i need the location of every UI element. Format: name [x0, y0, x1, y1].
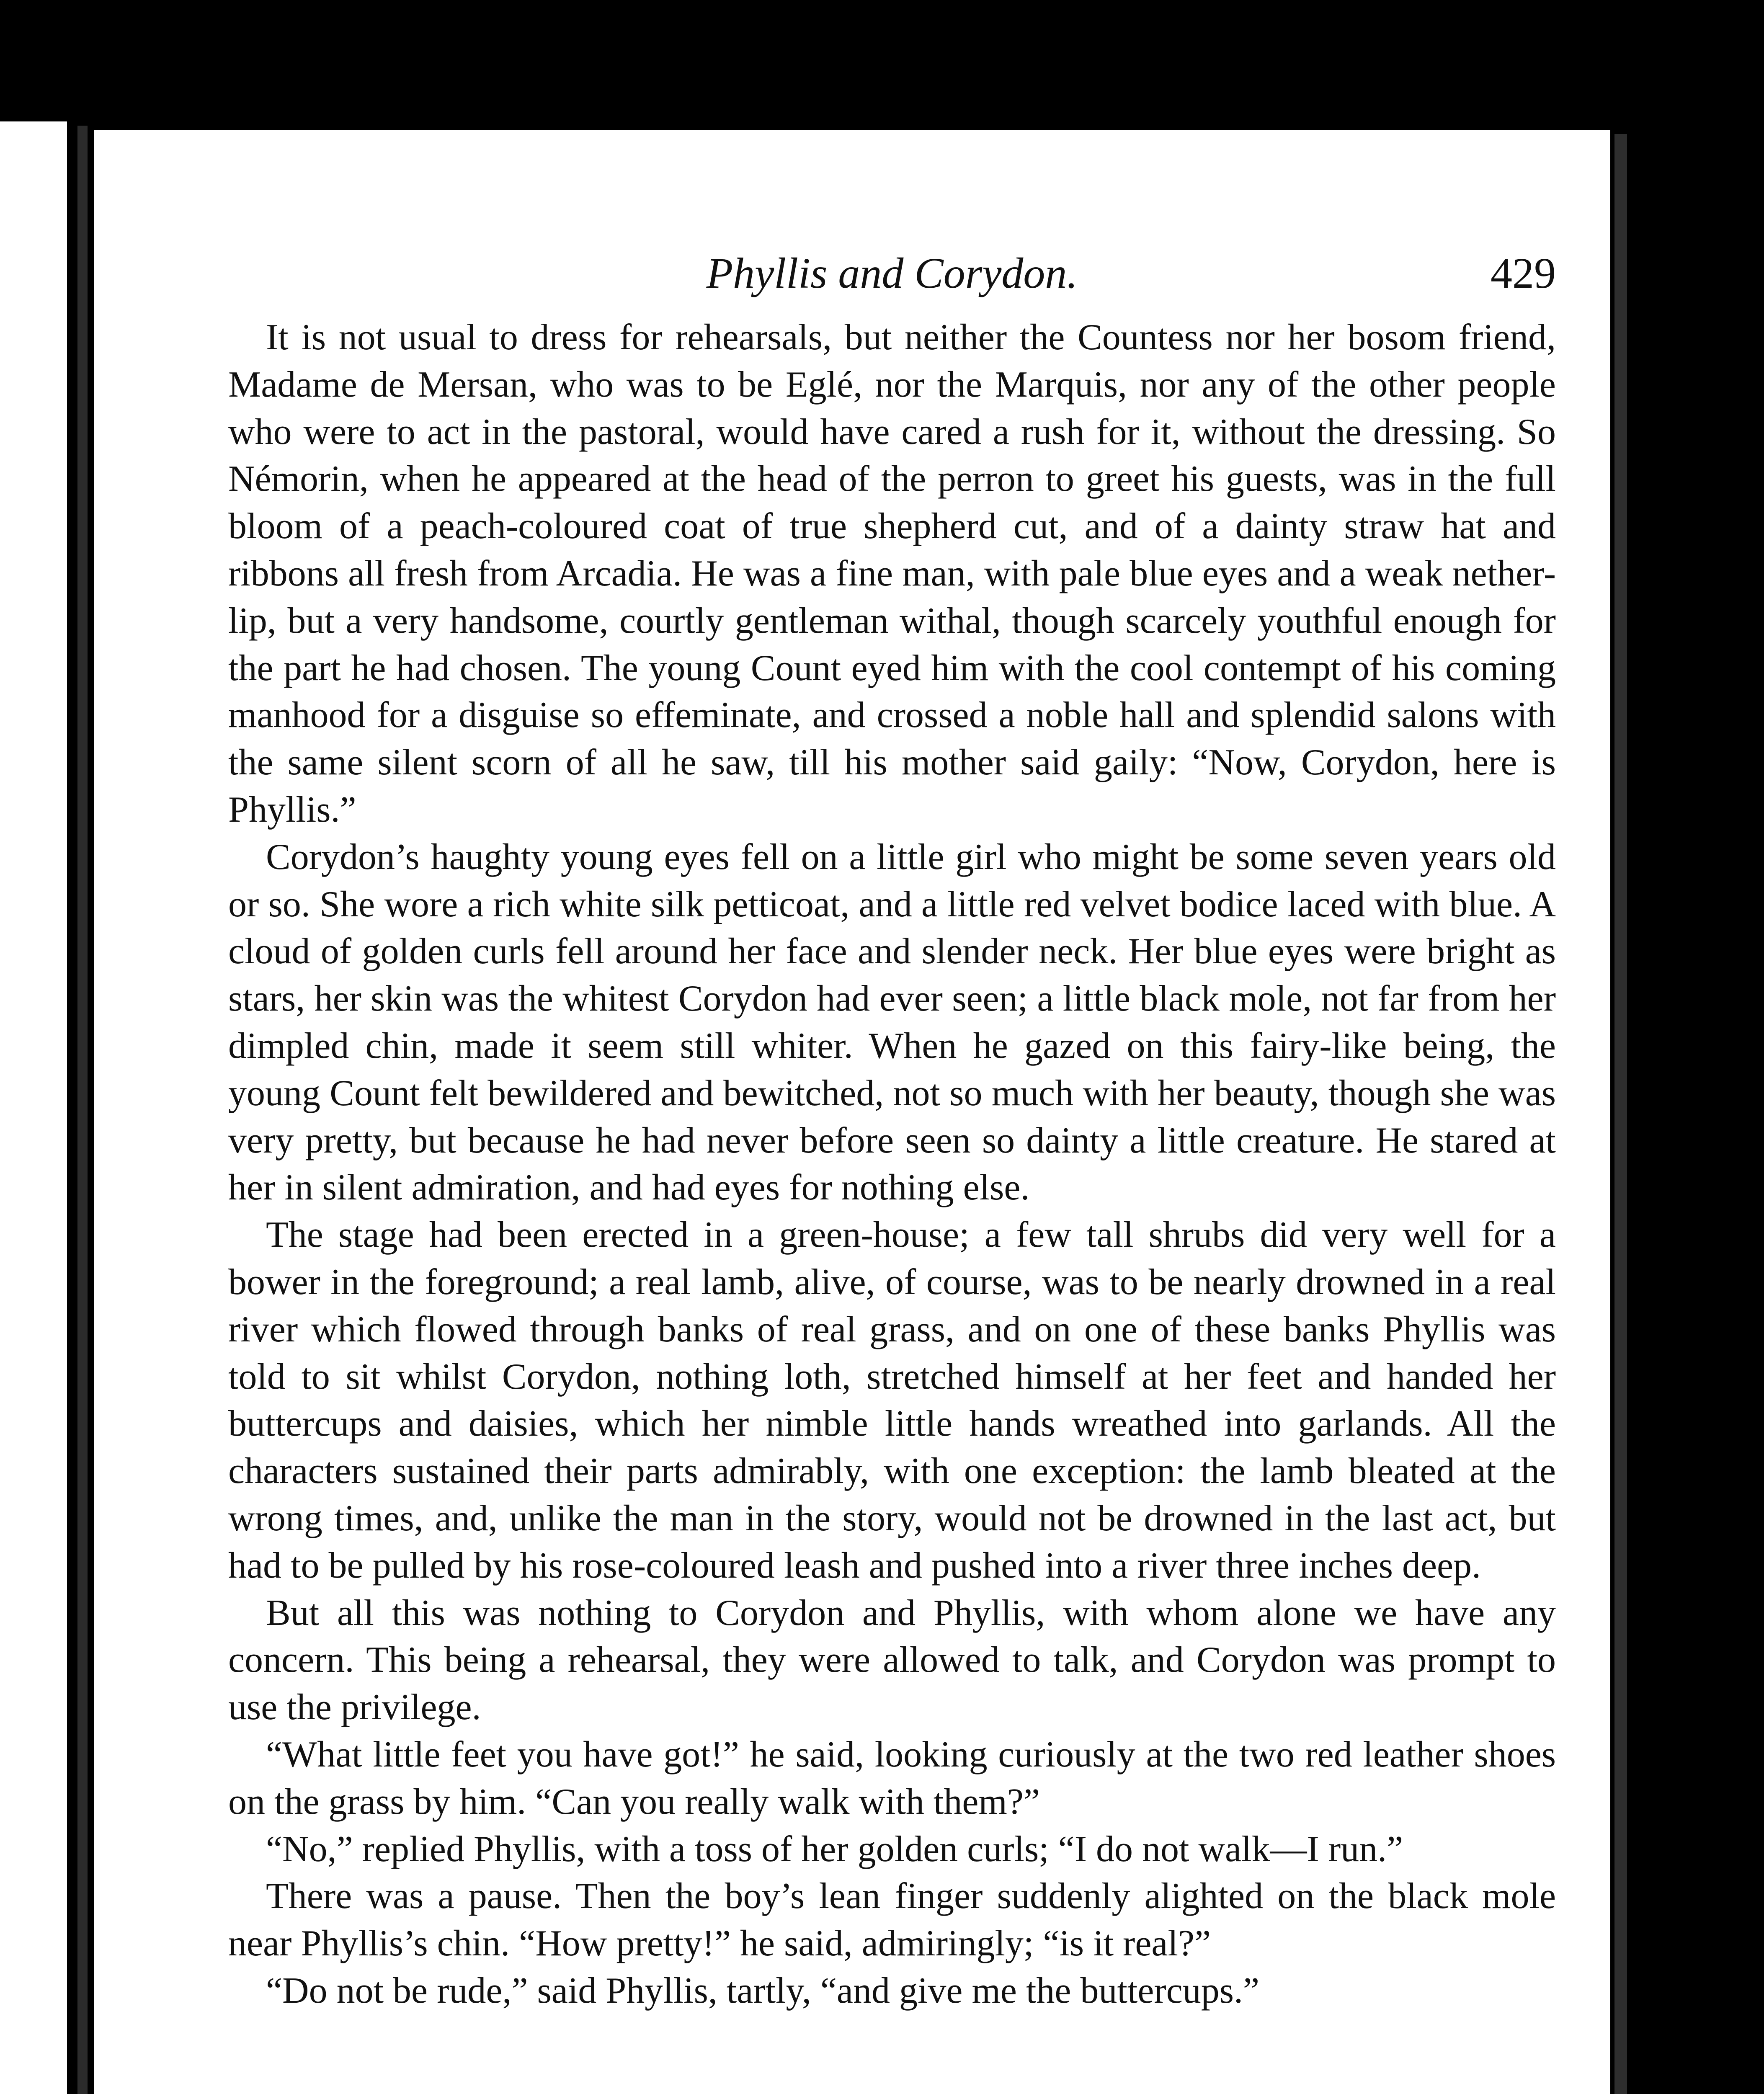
book-page [94, 130, 1610, 2094]
paragraph: The stage had been erected in a green-house; a few tall shrubs did very well for a bower in the foreground; a real lamb, alive, of course, was to be nearly drowned in a real river which flowed through banks of real grass, and on one of these banks Phyllis was told to sit whilst Corydon, nothing loth, stretched himself at her feet and handed her buttercups and daisies, which her nimble little hands wreathed into garlands. All the characters sustained their parts admirably, with one exception: the lamb bleated at the wrong times, and, unlike the man in the story, would not be drowned in the last act, but had to be pulled by his rose-coloured leash and pushed into a river three inches deep. [228, 1215, 1556, 1586]
body-text [228, 314, 1556, 2015]
paragraph: “No,” replied Phyllis, with a toss of her golden curls; “I do not walk—I run.” [266, 1828, 1403, 1870]
page-number: 429 [1491, 249, 1556, 297]
paragraph: “What little feet you have got!” he said, looking curiously at the two red leather shoes on the grass by him. “Can you really walk with them?” [228, 1734, 1556, 1822]
page-header [228, 242, 1556, 305]
paragraph: It is not usual to dress for rehearsals, but neither the Countess nor her bosom friend, Madame de Mersan, who was to be Eglé, nor the Marquis, nor any of the other people who were to act in the pastoral, would have cared a rush for it, without the dressing. So Némorin, when he appeared at the head of the perron to greet his guests, was in the full bloom of a peach-coloured coat of true shepherd cut, and of a dainty straw hat and ribbons all fresh from Arcadia. He was a fine man, with pale blue eyes and a weak nether-lip, but a very handsome, courtly gentleman withal, though scarcely youthful enough for the part he had chosen. The young Count eyed him with the cool contempt of his coming manhood for a disguise so effeminate, and crossed a noble hall and splendid salons with the same silent scorn of all he saw, till his mother said gaily: “Now, Corydon, here is Phyllis.” [228, 317, 1556, 830]
paragraph: But all this was nothing to Corydon and Phyllis, with whom alone we have any concern. This being a rehearsal, they were allowed to talk, and Corydon was prompt to use the privilege. [228, 1592, 1556, 1728]
running-title: Phyllis and Corydon. [706, 249, 1078, 297]
book-gutter-shadow [77, 126, 88, 2094]
paragraph: There was a pause. Then the boy’s lean finger suddenly alighted on the black mole near Phyllis’s chin. “How pretty!” he said, admiringly; “is it real?” [228, 1876, 1556, 1964]
page-right-edge [1614, 134, 1627, 2094]
paragraph: “Do not be rude,” said Phyllis, tartly, “and give me the buttercups.” [266, 1970, 1260, 2011]
previous-page-edge [0, 121, 67, 2094]
paragraph: Corydon’s haughty young eyes fell on a little girl who might be some seven years old or so. She wore a rich white silk petticoat, and a little red velvet bodice laced with blue. A cloud of golden curls fell around her face and slender neck. Her blue eyes were bright as stars, her skin was the whitest Corydon had ever seen; a little black mole, not far from her dimpled chin, made it seem still whiter. When he gazed on this fairy-like being, the young Count felt bewildered and bewitched, not so much with her beauty, though she was very pretty, but because he had never before seen so dainty a little creature. He stared at her in silent admiration, and had eyes for nothing else. [228, 836, 1556, 1208]
